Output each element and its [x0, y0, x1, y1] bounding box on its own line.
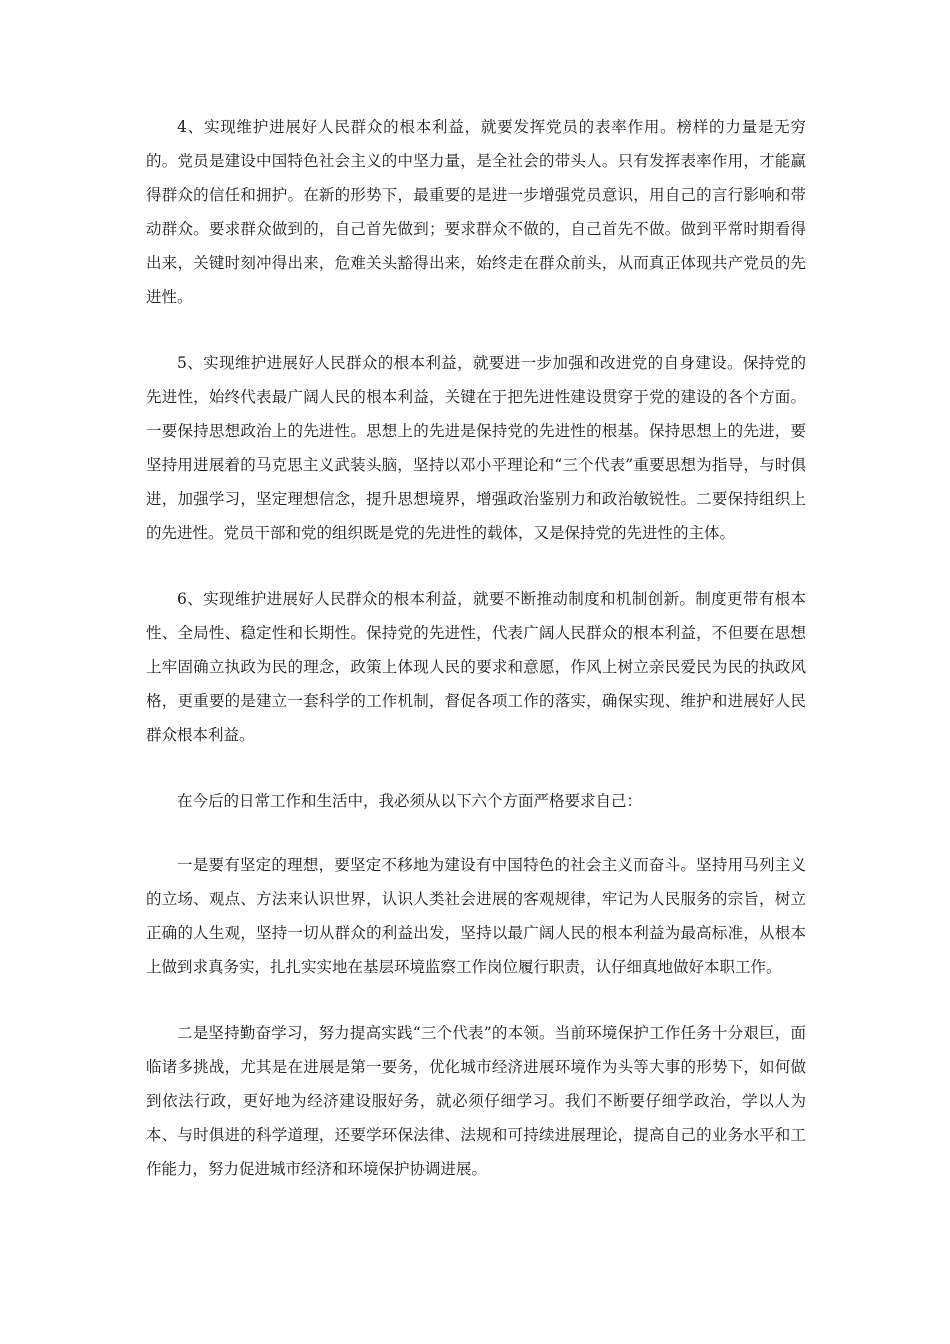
- paragraph-first-firm-ideals: 一是要有坚定的理想，要坚定不移地为建设有中国特色的社会主义而奋斗。坚持用马列主义的立场、观点、方法来认识世界，认识人类社会进展的客观规律，牢记为人民服务的宗旨，树立正确的人生观，坚持一切从群众的利益出发，坚持以最广阔人民的根本利益为最高标准，从根本上做到求真务实，扎扎实实地在基层环境监察工作岗位履行职责，认仔细真地做好本职工作。: [146, 856, 806, 976]
- paragraph-six-requirements-intro: 在今后的日常工作和生活中，我必须从以下六个方面严格要求自己：: [177, 792, 643, 810]
- paragraph-5-party-building: 5、实现维护进展好人民群众的根本利益，就要进一步加强和改进党的自身建设。保持党的先进性，始终代表最广阔人民的根本利益，关键在于把先进性建设贯穿于党的建设的各个方面。一要保持思想政治上的先进性。思想上的先进是保持党的先进性的根基。保持思想上的先进，要坚持用进展着的马克思主义武装头脑，坚持以邓小平理论和“三个代表”重要思想为指导，与时俱进，加强学习，坚定理想信念，提升思想境界，增强政治鉴别力和政治敏锐性。二要保持组织上的先进性。党员干部和党的组织既是党的先进性的载体，又是保持党的先进性的主体。: [146, 354, 806, 542]
- paragraph-4-party-member-role: 4、实现维护进展好人民群众的根本利益，就要发挥党员的表率作用。榜样的力量是无穷的。党员是建设中国特色社会主义的中坚力量，是全社会的带头人。只有发挥表率作用，才能赢得群众的信任和拥护。在新的形势下，最重要的是进一步增强党员意识，用自己的言行影响和带动群众。要求群众做到的，自己首先做到；要求群众不做的，自己首先不做。做到平常时期看得出来，关键时刻冲得出来，危难关头豁得出来，始终走在群众前头，从而真正体现共产党员的先进性。: [146, 118, 806, 306]
- paragraph-second-diligent-study: 二是坚持勤奋学习，努力提高实践“三个代表”的本领。当前环境保护工作任务十分艰巨，面临诸多挑战，尤其是在进展是第一要务，优化城市经济进展环境作为头等大事的形势下，如何做到依法行政，更好地为经济建设服好务，就必须仔细学习。我们不断要仔细学政治，学以人为本、与时俱进的科学道理，还要学环保法律、法规和可持续进展理论，提高自己的业务水平和工作能力，努力促进城市经济和环境保护协调进展。: [146, 1024, 806, 1178]
- paragraph-6-system-innovation: 6、实现维护进展好人民群众的根本利益，就要不断推动制度和机制创新。制度更带有根本性、全局性、稳定性和长期性。保持党的先进性，代表广阔人民群众的根本利益，不但要在思想上牢固确立执政为民的理念，政策上体现人民的要求和意愿，作风上树立亲民爱民为民的执政风格，更重要的是建立一套科学的工作机制，督促各项工作的落实，确保实现、维护和进展好人民群众根本利益。: [146, 590, 806, 744]
- document-body: [146, 110, 806, 1218]
